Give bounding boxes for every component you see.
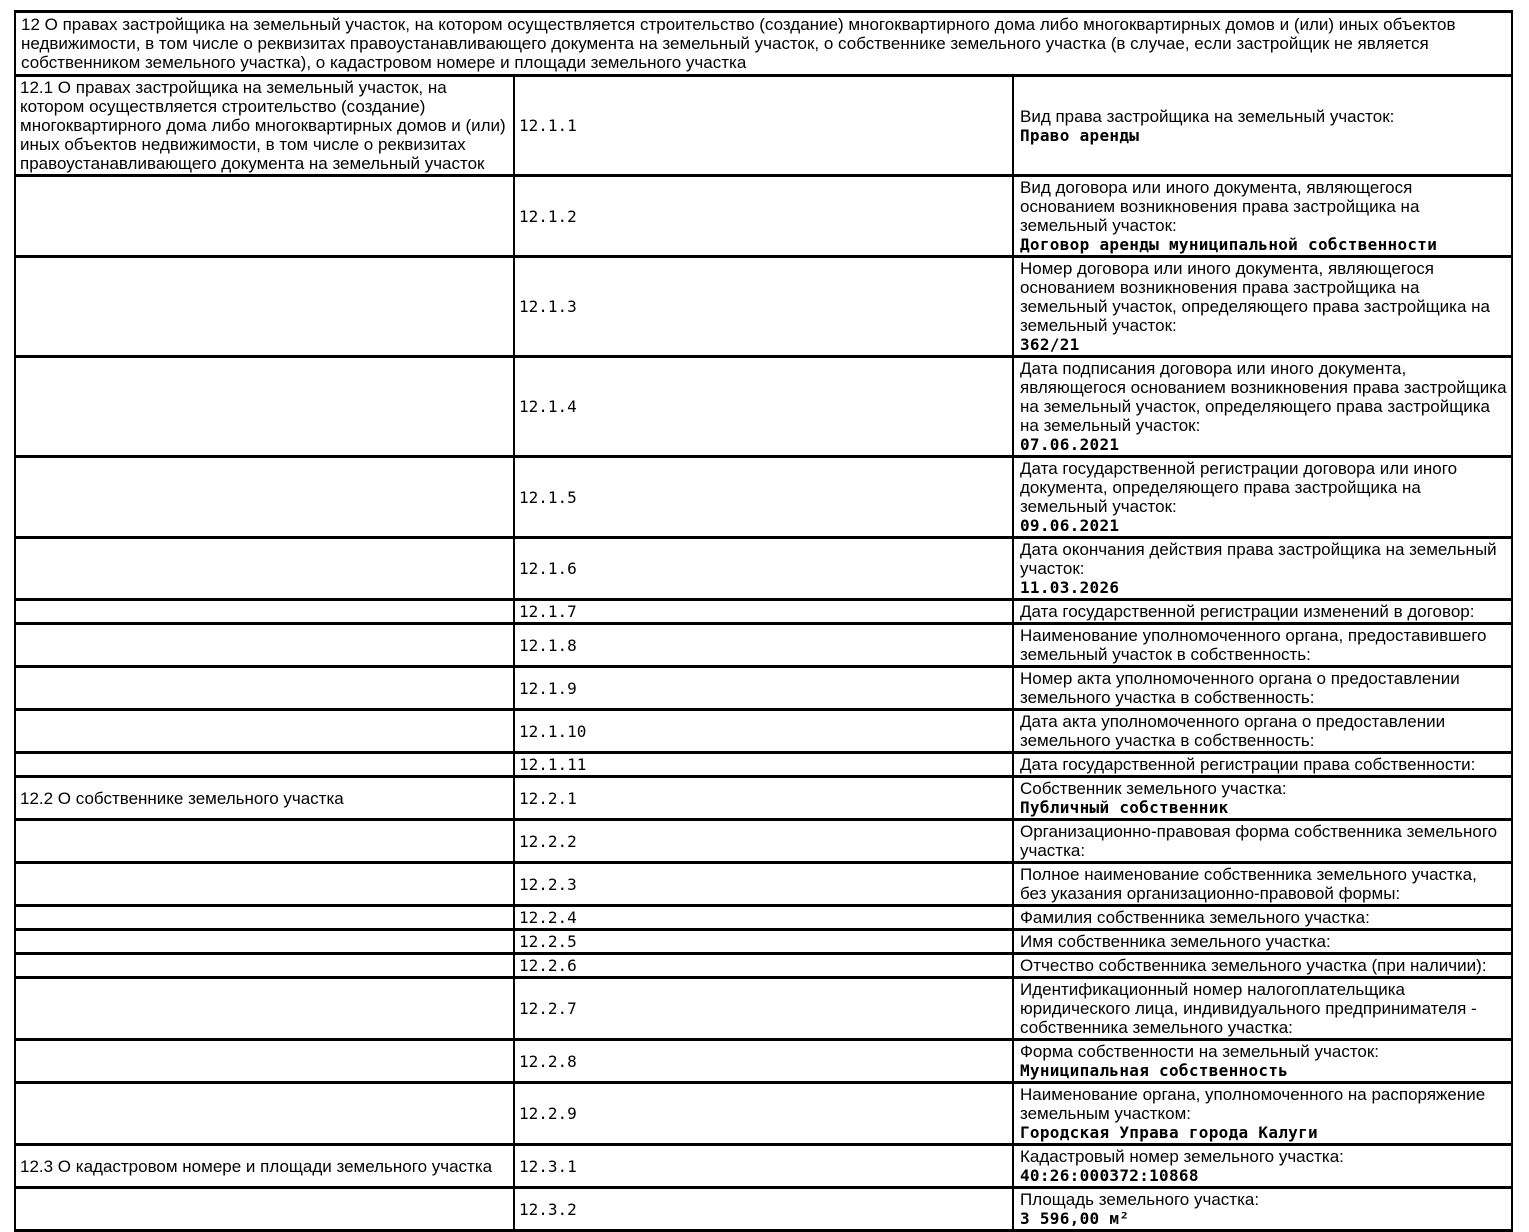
item-number: 12.1.7 xyxy=(514,600,1013,624)
section-cell xyxy=(15,930,514,954)
section-cell xyxy=(15,1083,514,1145)
field-label: Кадастровый номер земельного участка: xyxy=(1020,1147,1344,1166)
item-number: 12.1.1 xyxy=(514,76,1013,176)
section-cell xyxy=(15,710,514,753)
section-cell xyxy=(15,820,514,863)
field-value: Публичный собственник xyxy=(1020,798,1229,817)
section-cell: 12.3 О кадастровом номере и площади земельного участка xyxy=(15,1145,514,1188)
field-cell xyxy=(1013,820,1512,863)
field-cell xyxy=(1013,1083,1512,1145)
section-cell xyxy=(15,1040,514,1083)
field-cell xyxy=(1013,863,1512,906)
item-number: 12.2.8 xyxy=(514,1040,1013,1083)
field-label: Дата акта уполномоченного органа о предоставлении земельного участка в собственность: xyxy=(1020,712,1446,750)
table-row xyxy=(15,954,1512,978)
table-row xyxy=(15,176,1512,257)
field-value: 40:26:000372:10868 xyxy=(1020,1166,1199,1185)
section-cell xyxy=(15,753,514,777)
field-cell xyxy=(1013,76,1512,176)
field-cell xyxy=(1013,1145,1512,1188)
field-cell xyxy=(1013,1040,1512,1083)
item-number: 12.1.5 xyxy=(514,457,1013,538)
field-cell xyxy=(1013,357,1512,457)
field-value: 07.06.2021 xyxy=(1020,435,1120,454)
item-number: 12.2.3 xyxy=(514,863,1013,906)
field-cell xyxy=(1013,1188,1512,1231)
field-label: Отчество собственника земельного участка (при наличии): xyxy=(1020,956,1487,975)
field-cell xyxy=(1013,600,1512,624)
item-number: 12.1.9 xyxy=(514,667,1013,710)
field-cell xyxy=(1013,930,1512,954)
field-cell xyxy=(1013,624,1512,667)
field-label: Идентификационный номер налогоплательщика юридического лица, индивидуального предпринимателя - собственника земельного участка: xyxy=(1020,980,1477,1037)
field-label: Номер договора или иного документа, являющегося основанием возникновения права застройщика на земельный участок, определяющего права застройщика на земельный участок: xyxy=(1020,259,1491,335)
item-number: 12.2.4 xyxy=(514,906,1013,930)
table-body xyxy=(15,12,1512,1231)
section-cell xyxy=(15,176,514,257)
section-cell xyxy=(15,906,514,930)
item-number: 12.3.2 xyxy=(514,1188,1013,1231)
item-number: 12.1.6 xyxy=(514,538,1013,600)
declaration-document xyxy=(14,10,1513,1232)
field-value: 11.03.2026 xyxy=(1020,578,1120,597)
item-number: 12.1.4 xyxy=(514,357,1013,457)
section-cell xyxy=(15,667,514,710)
item-number: 12.2.9 xyxy=(514,1083,1013,1145)
field-value: Муниципальная собственность xyxy=(1020,1061,1289,1080)
table-row xyxy=(15,753,1512,777)
field-label: Собственник земельного участка: xyxy=(1020,779,1287,798)
table-row xyxy=(15,1188,1512,1231)
table-row xyxy=(15,538,1512,600)
section-cell xyxy=(15,624,514,667)
field-cell xyxy=(1013,667,1512,710)
field-label: Наименование уполномоченного органа, предоставившего земельный участок в собственность: xyxy=(1020,626,1487,664)
section-12-title: 12 О правах застройщика на земельный участок, на котором осуществляется строительство (создание) многоквартирного дома либо многоквартирных домов и (или) иных объектов недвижимости, в том числе о реквизитах правоустанавливающего документа на земельный участок, о собственнике земельного участка (в случае, если застройщик не является собственником земельного участка), о кадастровом номере и площади земельного участка xyxy=(15,12,1512,76)
table-row xyxy=(15,1040,1512,1083)
field-value: 09.06.2021 xyxy=(1020,516,1120,535)
table-row xyxy=(15,624,1512,667)
field-value: 3 596,00 м² xyxy=(1020,1209,1130,1228)
table-row xyxy=(15,1083,1512,1145)
section-cell xyxy=(15,257,514,357)
field-cell xyxy=(1013,906,1512,930)
item-number: 12.3.1 xyxy=(514,1145,1013,1188)
field-label: Вид договора или иного документа, являющегося основанием возникновения права застройщика на земельный участок: xyxy=(1020,178,1420,235)
field-label: Форма собственности на земельный участок: xyxy=(1020,1042,1380,1061)
item-number: 12.1.3 xyxy=(514,257,1013,357)
section-cell: 12.1 О правах застройщика на земельный участок, на котором осуществляется строительство (создание) многоквартирного дома либо многоквартирных домов и (или) иных объектов недвижимости, в том числе о реквизитах правоустанавливающего документа на земельный участок xyxy=(15,76,514,176)
field-label: Дата окончания действия права застройщика на земельный участок: xyxy=(1020,540,1497,578)
field-cell xyxy=(1013,457,1512,538)
field-label: Вид права застройщика на земельный участок: xyxy=(1020,106,1395,126)
table-row xyxy=(15,457,1512,538)
field-cell xyxy=(1013,538,1512,600)
item-number: 12.1.11 xyxy=(514,753,1013,777)
item-number: 12.2.5 xyxy=(514,930,1013,954)
table-row xyxy=(15,76,1512,176)
item-number: 12.1.10 xyxy=(514,710,1013,753)
field-label: Фамилия собственника земельного участка: xyxy=(1020,908,1370,927)
section-cell xyxy=(15,600,514,624)
field-value: Право аренды xyxy=(1020,125,1140,145)
field-value: Городская Управа города Калуги xyxy=(1020,1123,1318,1142)
table-row xyxy=(15,906,1512,930)
item-number: 12.1.8 xyxy=(514,624,1013,667)
table-row xyxy=(15,820,1512,863)
item-number: 12.2.1 xyxy=(514,777,1013,820)
field-label: Дата государственной регистрации изменений в договор: xyxy=(1020,602,1475,621)
field-label: Имя собственника земельного участка: xyxy=(1020,932,1331,951)
item-number: 12.2.6 xyxy=(514,954,1013,978)
section-cell: 12.2 О собственнике земельного участка xyxy=(15,777,514,820)
field-value: 362/21 xyxy=(1020,335,1080,354)
item-number: 12.2.2 xyxy=(514,820,1013,863)
field-label: Организационно-правовая форма собственника земельного участка: xyxy=(1020,822,1498,860)
section-header-row xyxy=(15,12,1512,76)
field-cell xyxy=(1013,710,1512,753)
field-cell xyxy=(1013,176,1512,257)
field-label: Наименование органа, уполномоченного на распоряжение земельным участком: xyxy=(1020,1085,1486,1123)
table-row xyxy=(15,930,1512,954)
table-row xyxy=(15,667,1512,710)
field-cell xyxy=(1013,753,1512,777)
table-row xyxy=(15,863,1512,906)
section-cell xyxy=(15,978,514,1040)
item-number: 12.2.7 xyxy=(514,978,1013,1040)
section-cell xyxy=(15,538,514,600)
field-cell xyxy=(1013,257,1512,357)
item-number: 12.1.2 xyxy=(514,176,1013,257)
section-12-table xyxy=(14,10,1513,1232)
field-label: Площадь земельного участка: xyxy=(1020,1190,1260,1209)
section-cell xyxy=(15,1188,514,1231)
field-label: Дата государственной регистрации договора или иного документа, определяющего права застройщика на земельный участок: xyxy=(1020,459,1458,516)
field-label: Дата подписания договора или иного документа, являющегося основанием возникновения права застройщика на земельный участок, определяющего права застройщика на земельный участок: xyxy=(1020,359,1507,435)
field-label: Номер акта уполномоченного органа о предоставлении земельного участка в собственность: xyxy=(1020,669,1460,707)
table-row xyxy=(15,978,1512,1040)
table-row xyxy=(15,257,1512,357)
table-row xyxy=(15,1145,1512,1188)
table-row xyxy=(15,777,1512,820)
section-cell xyxy=(15,457,514,538)
field-value: Договор аренды муниципальной собственности xyxy=(1020,235,1438,254)
section-cell xyxy=(15,863,514,906)
field-label: Дата государственной регистрации права собственности: xyxy=(1020,755,1476,774)
section-cell xyxy=(15,357,514,457)
field-label: Полное наименование собственника земельного участка, без указания организационно-правовой формы: xyxy=(1020,865,1477,903)
table-row xyxy=(15,600,1512,624)
field-cell xyxy=(1013,777,1512,820)
table-row xyxy=(15,357,1512,457)
field-cell xyxy=(1013,954,1512,978)
section-cell xyxy=(15,954,514,978)
table-row xyxy=(15,710,1512,753)
field-cell xyxy=(1013,978,1512,1040)
